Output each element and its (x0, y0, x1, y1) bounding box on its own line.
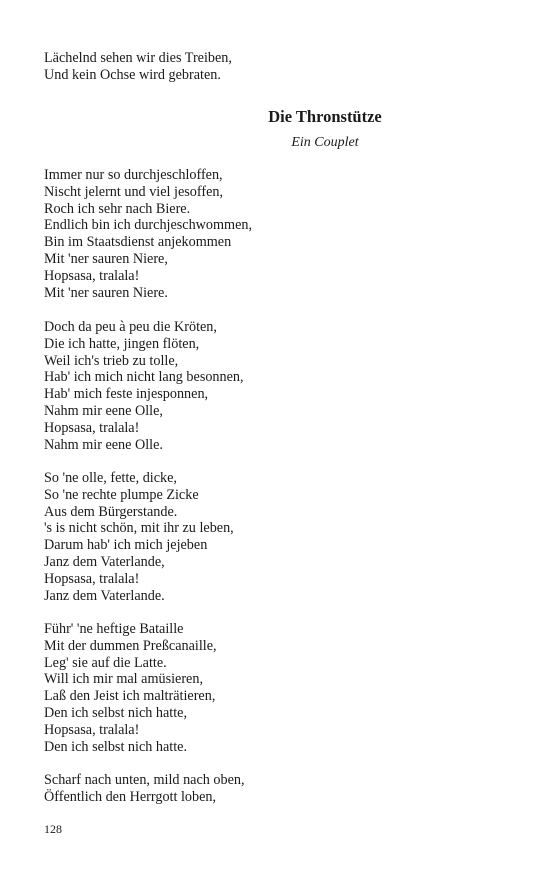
poem-line: Darum hab' ich mich jejeben (44, 537, 208, 554)
page-number: 128 (44, 822, 62, 836)
poem-line: Roch ich sehr nach Biere. (44, 200, 191, 217)
stanza-3 (44, 470, 514, 604)
poem-line: Hopsasa, tralala! (44, 267, 140, 284)
poem-line: Aus dem Bürgerstande. (44, 503, 178, 520)
poem-line: Hab' ich mich nicht lang besonnen, (44, 369, 244, 386)
poem-line: Will ich mir mal amüsieren, (44, 671, 203, 688)
poem-line: Mit der dummen Preßcanaille, (44, 637, 217, 654)
poem-line: Laß den Jeist ich malträtieren, (44, 688, 216, 705)
poem-line: Öffentlich den Herrgott loben, (44, 788, 217, 805)
stanza-1 (44, 167, 514, 301)
poem-line: Führ' 'ne heftige Bataille (44, 621, 184, 637)
poem-line: Hab' mich feste injesponnen, (44, 386, 209, 403)
poem-line: Nahm mir eene Olle. (44, 436, 163, 453)
poem-line: Nischt jelernt und viel jesoffen, (44, 183, 224, 200)
poem-line: Mit 'ner sauren Niere. (44, 284, 168, 301)
poem-line: Den ich selbst nich hatte. (44, 738, 188, 755)
poem-line: So 'ne rechte plumpe Zicke (44, 486, 199, 503)
poem-line: Doch da peu à peu die Kröten, (44, 319, 217, 335)
poem-line: Leg' sie auf die Latte. (44, 654, 167, 671)
poem-line: So 'ne olle, fette, dicke, (44, 470, 177, 486)
stanza-5 (44, 772, 514, 806)
poem-line: Immer nur so durchjeschloffen, (44, 167, 223, 183)
poem-line: Hopsasa, tralala! (44, 721, 140, 738)
poem-line: Endlich bin ich durchjeschwommen, (44, 217, 253, 234)
poem-line: 's is nicht schön, mit ihr zu leben, (44, 520, 234, 537)
poem-line: Den ich selbst nich hatte, (44, 704, 188, 721)
stanza-2 (44, 319, 514, 453)
poem-line: Weil ich's trieb zu tolle, (44, 352, 179, 369)
poem-line: Hopsasa, tralala! (44, 570, 140, 587)
poem-title: Die Thronstütze (268, 107, 382, 126)
stanza-4 (44, 621, 514, 755)
poem-line: Janz dem Vaterlande. (44, 587, 165, 604)
poem-line: Janz dem Vaterlande, (44, 553, 165, 570)
poem-line: Scharf nach unten, mild nach oben, (44, 772, 245, 788)
poem-line: Und kein Ochse wird gebraten. (44, 66, 221, 83)
poem-line: Nahm mir eene Olle, (44, 402, 163, 419)
poem-line: Mit 'ner sauren Niere, (44, 250, 168, 267)
poem-line: Die ich hatte, jingen flöten, (44, 335, 200, 352)
poem-line: Bin im Staatsdienst anjekommen (44, 234, 232, 251)
intro-lines (44, 50, 514, 84)
poem-line: Hopsasa, tralala! (44, 419, 140, 436)
poem-subtitle: Ein Couplet (291, 135, 359, 150)
poem-line: Lächelnd sehen wir dies Treiben, (44, 50, 232, 66)
